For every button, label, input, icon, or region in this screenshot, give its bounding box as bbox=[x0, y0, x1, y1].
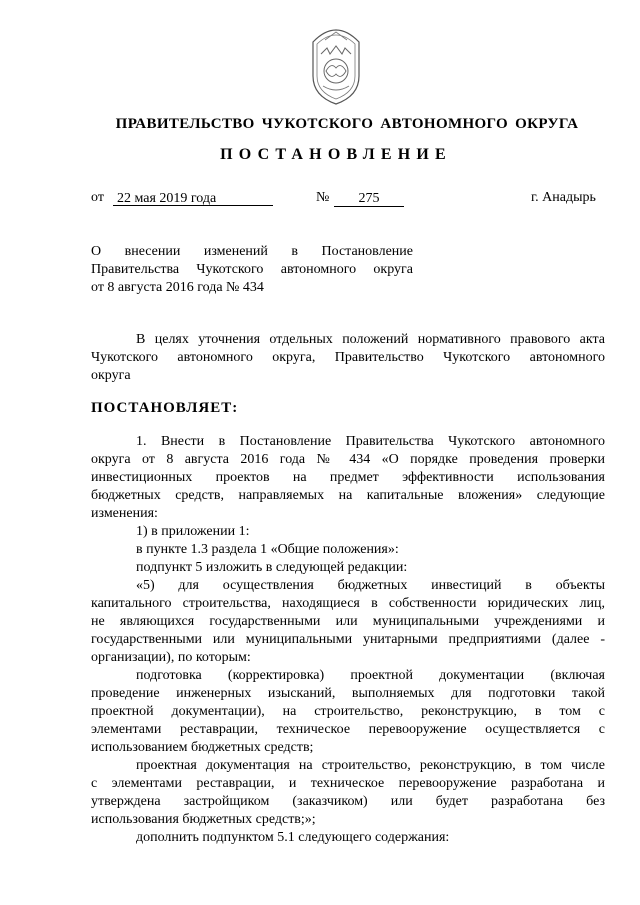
body-line: проектной документации), на строительство, реконструкцию, в том с bbox=[91, 704, 605, 719]
preamble-line: округа bbox=[91, 368, 131, 383]
body-line: использования бюджетных средств;»; bbox=[91, 812, 316, 827]
body-line: 1) в приложении 1: bbox=[136, 524, 250, 539]
government-title: ПРАВИТЕЛЬСТВО ЧУКОТСКОГО АВТОНОМНОГО ОКРУГА bbox=[115, 116, 579, 132]
body-line: не являющихся государственными или муниципальными учреждениями и bbox=[91, 614, 605, 629]
preamble-line: В целях уточнения отдельных положений нормативного правового акта bbox=[136, 332, 605, 347]
body-line: государственными или муниципальными унитарными предприятиями (далее - bbox=[91, 632, 605, 647]
resolves-heading: ПОСТАНОВЛЯЕТ: bbox=[91, 400, 239, 416]
body-line: с элементами реставрации, и техническое перевооружение разработана и bbox=[91, 776, 605, 791]
body-line: 1. Внести в Постановление Правительства Чукотского автономного bbox=[136, 434, 605, 449]
body-line: округа от 8 августа 2016 года № 434 «О порядке проведения проверки bbox=[91, 452, 605, 467]
body-line: дополнить подпунктом 5.1 следующего содержания: bbox=[136, 830, 450, 845]
subject-line: Правительства Чукотского автономного округа bbox=[91, 262, 413, 277]
decree-date: 22 мая 2019 года bbox=[113, 191, 273, 206]
preamble-line: Чукотского автономного округа, Правительство Чукотского автономного bbox=[91, 350, 605, 365]
body-line: утверждена застройщиком (заказчиком) или будет разработана без bbox=[91, 794, 605, 809]
body-line: в пункте 1.3 раздела 1 «Общие положения»: bbox=[136, 542, 399, 557]
body-line: подпункт 5 изложить в следующей редакции: bbox=[136, 560, 408, 575]
date-prefix: от bbox=[91, 190, 104, 205]
number-sign: № bbox=[316, 190, 330, 205]
body-line: проведение инженерных изысканий, выполняемых для подготовки такой bbox=[91, 686, 605, 701]
body-line: изменения: bbox=[91, 506, 158, 521]
body-line: подготовка (корректировка) проектной документации (включая bbox=[136, 668, 605, 683]
document-type-title: ПОСТАНОВЛЕНИЕ bbox=[220, 146, 452, 163]
body-line: «5) для осуществления бюджетных инвестиций в объекты bbox=[136, 578, 605, 593]
body-line: элементами реставрации, техническое перевооружение осуществляется с bbox=[91, 722, 605, 737]
body-line: использованием бюджетных средств; bbox=[91, 740, 314, 755]
coat-of-arms-emblem bbox=[305, 24, 367, 108]
body-line: организации), по которым: bbox=[91, 650, 251, 665]
body-line: проектная документация на строительство, реконструкцию, в том числе bbox=[136, 758, 605, 773]
subject-line: от 8 августа 2016 года № 434 bbox=[91, 280, 264, 295]
body-line: капитального строительства, находящиеся в собственности юридических лиц, bbox=[91, 596, 605, 611]
body-line: бюджетных средств, направляемых на капитальные вложения» следующие bbox=[91, 488, 605, 503]
body-line: инвестиционных проектов на предмет эффективности использования bbox=[91, 470, 605, 485]
decree-number: 275 bbox=[334, 191, 404, 207]
city-name: г. Анадырь bbox=[531, 190, 596, 205]
subject-line: О внесении изменений в Постановление bbox=[91, 244, 413, 259]
